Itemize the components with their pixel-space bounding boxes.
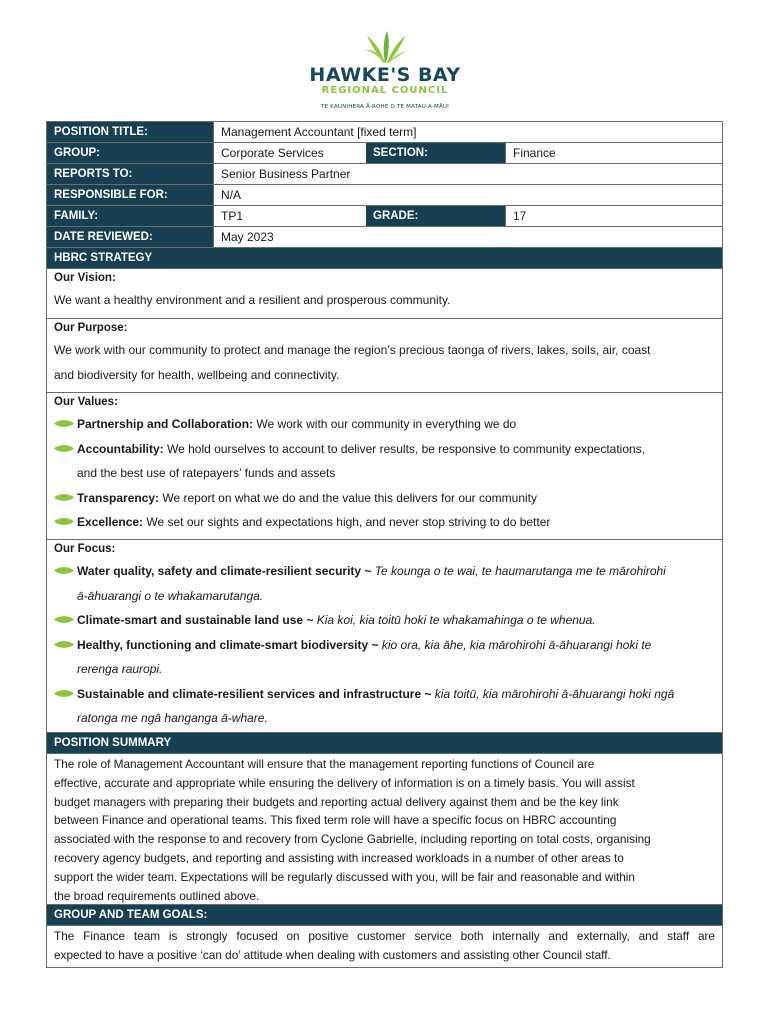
leaf-logo-icon <box>363 30 407 64</box>
purpose-heading: Our Purpose: <box>54 322 128 334</box>
purpose-line-2: and biodiversity for health, wellbeing and connectivity. <box>54 368 340 382</box>
focus-heading: Our Focus: <box>54 543 116 555</box>
value-text: We work with our community in everything we do <box>253 417 517 431</box>
value-name: Excellence: <box>77 515 144 529</box>
leaf-bullet-icon <box>54 518 74 525</box>
value-item <box>54 510 715 535</box>
position-title-value: Management Accountant [fixed term] <box>213 122 722 142</box>
values-section <box>47 393 722 540</box>
row-group <box>47 143 722 164</box>
focus-maori-continued: rerenga rauropi. <box>77 662 163 676</box>
position-summary-heading: POSITION SUMMARY <box>47 733 722 754</box>
leaf-bullet-icon <box>54 494 74 501</box>
focus-name: Healthy, functioning and climate-smart biodiversity ~ <box>77 637 379 652</box>
summary-line: recovery agency budgets, and reporting and assisting with increased workloads in a number of other areas to <box>54 850 624 865</box>
group-team-goals-heading: GROUP AND TEAM GOALS: <box>47 905 722 926</box>
group-value: Corporate Services <box>213 143 366 163</box>
row-responsible-for <box>47 185 722 206</box>
reports-to-label: REPORTS TO: <box>47 164 213 184</box>
responsible-for-label: RESPONSIBLE FOR: <box>47 185 213 205</box>
summary-line: effective, accurate and appropriate while ensuring the delivery of information is on a timely basis. You will assist <box>54 775 635 790</box>
vision-section <box>47 269 722 319</box>
purpose-section <box>47 319 722 393</box>
leaf-bullet-icon <box>54 616 74 623</box>
focus-item <box>54 682 715 731</box>
logo-tagline: TE KAUNIHERA Ā-ROHE O TE MATAU-A-MĀUI <box>321 104 449 110</box>
position-title-label: POSITION TITLE: <box>47 122 213 142</box>
value-name: Transparency: <box>77 490 160 505</box>
goals-line: The Finance team is strongly focused on positive customer service both internally and externally, and staff are <box>54 929 715 943</box>
values-heading: Our Values: <box>54 396 118 408</box>
focus-name: Sustainable and climate-resilient services and infrastructure ~ <box>77 686 432 701</box>
position-summary-body <box>47 754 722 905</box>
value-text: We set our sights and expectations high, and never stop striving to do better <box>143 515 551 529</box>
value-name: Partnership and Collaboration: <box>77 417 254 431</box>
date-reviewed-label: DATE REVIEWED: <box>47 227 213 247</box>
family-value: TP1 <box>213 206 366 226</box>
leaf-bullet-icon <box>54 567 74 574</box>
logo-name: HAWKE'S BAY <box>309 64 461 86</box>
summary-line: associated with the response to and recovery from Cyclone Gabrielle, including reporting on total costs, organising <box>54 832 651 847</box>
purpose-line-1: We work with our community to protect and manage the region’s precious taonga of rivers, lakes, soils, air, coast <box>54 343 651 357</box>
row-reports-to <box>47 164 722 185</box>
vision-text: We want a healthy environment and a resilient and prosperous community. <box>54 293 451 307</box>
grade-label: GRADE: <box>366 206 505 226</box>
group-team-goals-body <box>47 926 722 967</box>
summary-line: the broad requirements outlined above. <box>54 888 260 903</box>
strategy-heading: HBRC STRATEGY <box>47 248 722 269</box>
focus-name: Climate-smart and sustainable land use ~ <box>77 613 314 627</box>
focus-name: Water quality, safety and climate-resilient security ~ <box>77 564 372 578</box>
responsible-for-value: N/A <box>213 185 722 205</box>
value-item <box>54 412 715 437</box>
group-label: GROUP: <box>47 143 213 163</box>
summary-line: budget managers with preparing their budgets and reporting actual delivery against them and be the key link <box>54 794 619 809</box>
value-item <box>54 486 715 511</box>
row-position-title <box>47 122 722 143</box>
value-text: We report on what we do and the value this delivers for our community <box>159 490 538 505</box>
leaf-bullet-icon <box>54 690 74 697</box>
focus-maori-continued: ratonga me ngā hanganga ā-whare. <box>77 711 268 725</box>
focus-maori-text: Kia koi, kia toitū hoki te whakamahinga o te whenua. <box>313 613 596 627</box>
focus-item <box>54 608 715 633</box>
position-description-table <box>46 121 723 968</box>
value-item <box>54 437 715 486</box>
section-label: SECTION: <box>366 143 505 163</box>
council-logo <box>300 30 470 112</box>
reports-to-value: Senior Business Partner <box>213 164 722 184</box>
focus-maori-text: kia toitū, kia mārohirohi ā-āhuarangi hoki ngā <box>431 686 675 701</box>
goals-line: expected to have a positive ‘can do’ attitude when dealing with customers and assisting other Council staff. <box>54 947 611 962</box>
focus-maori-text: kio ora, kia āhe, kia mārohirohi ā-āhuarangi hoki te <box>378 637 652 652</box>
section-value: Finance <box>505 143 722 163</box>
value-text-continued: and the best use of ratepayers’ funds and assets <box>77 466 336 480</box>
row-family <box>47 206 722 227</box>
row-date-reviewed <box>47 227 722 248</box>
focus-section <box>47 540 722 733</box>
summary-line: support the wider team. Expectations will be regularly discussed with you, will be fair and reasonable and within <box>54 869 635 884</box>
summary-line: The role of Management Accountant will ensure that the management reporting functions of Council are <box>54 757 595 771</box>
focus-item <box>54 633 715 682</box>
value-text: We hold ourselves to account to deliver results, be responsive to community expectations, <box>163 441 646 456</box>
vision-heading: Our Vision: <box>54 272 116 284</box>
leaf-bullet-icon <box>54 641 74 648</box>
leaf-bullet-icon <box>54 445 74 452</box>
focus-maori-text: Te kounga o te wai, te haumarutanga me te mārohirohi <box>371 564 666 578</box>
date-reviewed-value: May 2023 <box>213 227 722 247</box>
summary-line: between Finance and operational teams. This fixed term role will have a specific focus on HBRC accounting <box>54 813 617 828</box>
family-label: FAMILY: <box>47 206 213 226</box>
leaf-bullet-icon <box>54 420 74 427</box>
focus-item <box>54 559 715 608</box>
logo-subtitle: REGIONAL COUNCIL <box>321 85 449 96</box>
value-name: Accountability: <box>77 441 164 456</box>
focus-maori-continued: ā-āhuarangi o te whakamarutanga. <box>77 588 264 603</box>
grade-value: 17 <box>505 206 722 226</box>
